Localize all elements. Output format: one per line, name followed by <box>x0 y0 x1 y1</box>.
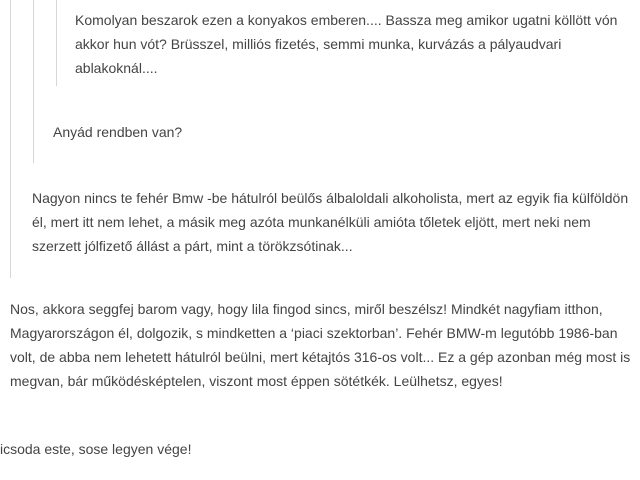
quote-rule-level3 <box>56 0 57 86</box>
comment-line: Nagyon nincs te fehér Bmw -be hátulról beülős álbaloldali alkoholista, mert az egyik fia külföldön <box>32 190 629 206</box>
quoted-comment-level1 <box>32 186 628 258</box>
comment-line: Komolyan beszarok ezen a konyakos emberen.... Bassza meg amikor ugatni köllött vón <box>75 12 618 28</box>
quote-rule-level1 <box>10 0 11 278</box>
reply-comment <box>10 297 630 393</box>
comment-line: akkor hun vót? Brüsszel, milliós fizetés, semmi munka, kurvázás a pályaudvari <box>75 36 562 52</box>
quote-rule-level2 <box>33 0 34 163</box>
comment-line: icsoda este, sose legyen vége! <box>0 441 192 457</box>
comment-line: ablakoknál.... <box>75 60 158 76</box>
comment-line: Anyád rendben van? <box>53 124 183 140</box>
comment-line: él, mert itt nem lehet, a másik meg azóta munkanélküli amióta tőletek eljött, mert neki nem <box>32 214 591 230</box>
comment-line: volt, de abba nem lehetett hátulról beülni, mert kétajtós 316-os volt... Ez a gép azonban még most is <box>10 349 631 365</box>
closing-line <box>0 437 191 461</box>
comment-line: szerzett jólfizető állást a párt, mint a törökzsótinak... <box>32 238 353 254</box>
comment-line: megvan, bár működésképtelen, viszont most éppen sötétkék. Leülhetsz, egyes! <box>10 373 503 389</box>
comment-line: Nos, akkora seggfej barom vagy, hogy lila fingod sincs, miről beszélsz! Mindkét nagyfiam itthon, <box>10 301 603 317</box>
comment-line: Magyarországon él, dolgozik, s mindketten a ‘piaci szektorban’. Fehér BMW-m legutóbb 1986-ban <box>10 325 618 341</box>
quoted-comment-level2 <box>53 120 182 144</box>
quoted-comment-level3 <box>75 8 617 80</box>
